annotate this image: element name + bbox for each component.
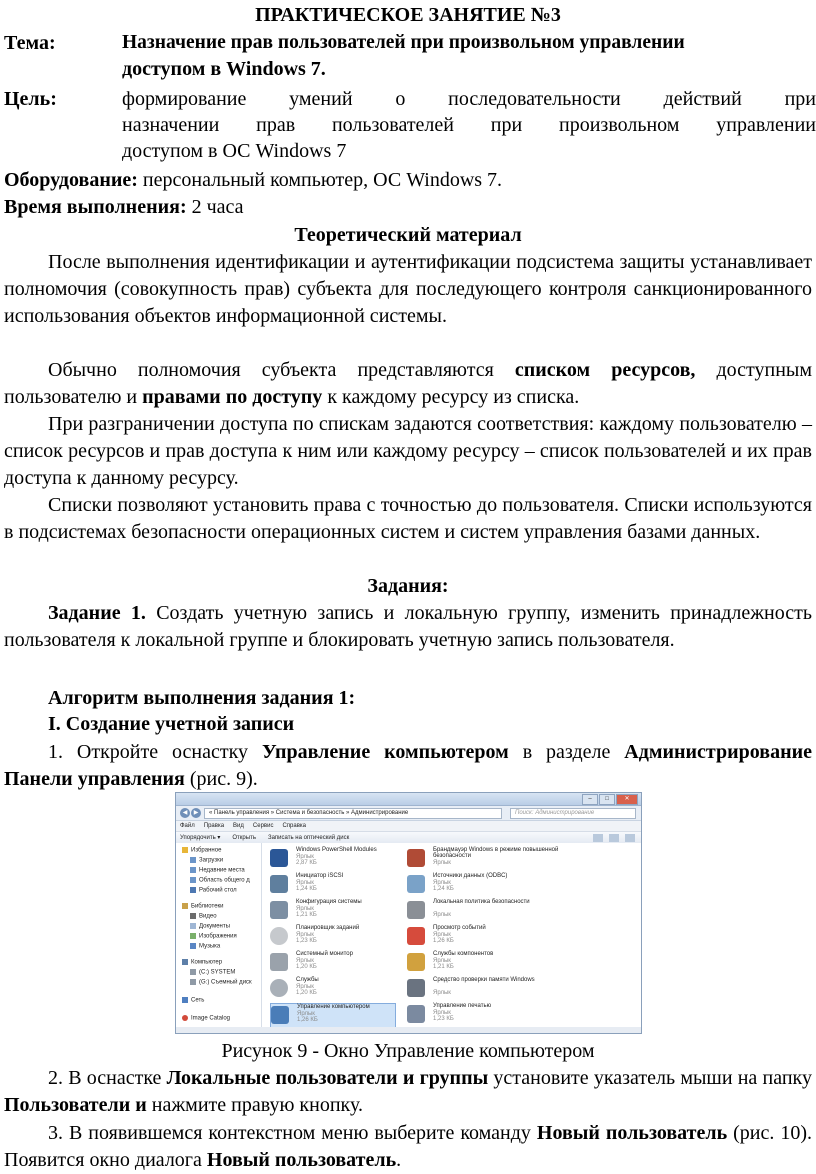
view-options-icon[interactable] xyxy=(593,834,603,842)
list-item[interactable]: Источники данных (ODBC) Ярлык 1,24 КБ xyxy=(407,873,587,897)
topic-line-1: Назначение прав пользователей при произвольном управлении xyxy=(122,32,685,53)
menu-view[interactable]: Вид xyxy=(233,823,244,829)
goal-value xyxy=(122,86,816,164)
list-item[interactable]: Конфигурация системы Ярлык 1,21 КБ xyxy=(270,899,450,923)
scheduler-icon xyxy=(270,927,288,945)
goal-line-1: формирование умений о последовательности действий при xyxy=(122,88,816,110)
step-3-c: (рис. 10). Появится окно диалога xyxy=(4,1122,812,1171)
list-item[interactable]: Брандмауэр Windows в режиме повышенной безопасности Ярлык xyxy=(407,847,577,871)
document-icon xyxy=(190,923,196,929)
maximize-icon[interactable]: □ xyxy=(599,794,615,805)
step-1-control-panel: Администрирование Панели управления xyxy=(4,741,812,790)
step-1-a: 1. Откройте оснастку xyxy=(48,741,262,763)
step-2-c: установите указатель мыши на папку xyxy=(488,1067,812,1089)
monitor-icon xyxy=(270,953,288,971)
powershell-icon xyxy=(270,849,288,867)
paragraph-3: При разграничении доступа по спискам задаются соответствия: каждому пользователю – список ресурсов и прав доступа к ним или каждому ресурсу – список пользователей и их прав доступа к данному ресурсу. xyxy=(4,413,812,489)
folder-icon xyxy=(190,867,196,873)
step-1-snapin: Управление компьютером xyxy=(261,741,509,763)
drive-icon xyxy=(190,979,196,985)
desktop-icon xyxy=(190,887,196,893)
tasks-heading: Задания: xyxy=(367,575,449,597)
p2-part-a: Обычно полномочия субъекта представляются xyxy=(48,359,515,381)
task-1 xyxy=(4,600,812,654)
nav-image-catalog[interactable]: Image Catalog xyxy=(182,1015,230,1022)
list-item[interactable]: Планировщик заданий Ярлык 1,23 КБ xyxy=(270,925,450,949)
nav-libraries[interactable]: Библиотеки xyxy=(182,903,224,910)
doc-title: ПРАКТИЧЕСКОЕ ЗАНЯТИЕ №3 xyxy=(255,4,561,26)
list-item[interactable]: Локальная политика безопасности Ярлык xyxy=(407,899,587,923)
close-icon[interactable]: ✕ xyxy=(616,794,638,805)
goal-line-2: назначении прав пользователей при произвольном управлении xyxy=(122,114,816,136)
component-services-icon xyxy=(407,953,425,971)
library-icon xyxy=(182,903,188,909)
p2-resources-list: списком ресурсов, xyxy=(514,359,696,381)
back-icon[interactable]: ◀ xyxy=(180,808,190,818)
goal-line-3: доступом в ОС Windows 7 xyxy=(122,140,347,162)
step-2 xyxy=(4,1065,812,1119)
task-1-text: Создать учетную запись и локальную группу, изменить принадлежность пользователя к локальной группе и блокировать учетную запись пользователя. xyxy=(4,602,812,651)
minimize-icon[interactable]: – xyxy=(582,794,598,805)
step-2-folder: Пользователи и xyxy=(4,1094,147,1116)
drive-icon xyxy=(190,969,196,975)
menu-tools[interactable]: Сервис xyxy=(252,823,274,829)
task-1-label: Задание 1. xyxy=(48,602,146,624)
p2-part-c: доступным пользователю и xyxy=(4,359,812,408)
list-item[interactable]: Службы компонентов Ярлык 1,21 КБ xyxy=(407,951,587,975)
security-policy-icon xyxy=(407,901,425,919)
nav-computer[interactable]: Компьютер xyxy=(182,959,222,966)
menu-bar xyxy=(176,821,641,832)
menu-edit[interactable]: Правка xyxy=(203,823,225,829)
folder-icon xyxy=(190,857,196,863)
help-icon[interactable] xyxy=(625,834,635,842)
nav-downloads[interactable]: Загрузки xyxy=(190,857,223,864)
p2-access-rights: правами по доступу xyxy=(142,386,323,408)
list-item[interactable]: Системный монитор Ярлык 1,20 КБ xyxy=(270,951,450,975)
picture-icon xyxy=(190,933,196,939)
step-3-e: . xyxy=(396,1149,402,1171)
list-item[interactable]: Windows PowerShell Modules Ярлык 2,87 КБ xyxy=(270,847,450,871)
computer-management-icon xyxy=(271,1006,289,1024)
window-buttons xyxy=(582,794,638,805)
list-item[interactable]: Просмотр событий Ярлык 1,26 КБ xyxy=(407,925,587,949)
event-viewer-icon xyxy=(407,927,425,945)
step-2-snapin: Локальные пользователи и группы xyxy=(166,1067,489,1089)
menu-file[interactable]: Файл xyxy=(180,823,195,829)
burn-button[interactable]: Записать на оптический диск xyxy=(267,835,350,841)
topic-line-2: доступом в Windows 7. xyxy=(122,58,326,80)
folder-icon xyxy=(190,877,196,883)
catalog-icon xyxy=(182,1015,188,1021)
figure-9-screenshot xyxy=(175,792,642,1034)
topic-value xyxy=(122,30,816,82)
navigation-pane xyxy=(176,843,262,1033)
step-2-a: 2. В оснастке xyxy=(48,1067,167,1089)
step-3-a: 3. В появившемся контекстном меню выберите команду xyxy=(48,1122,537,1144)
topic-label: Тема: xyxy=(4,32,56,54)
goal-label: Цель: xyxy=(4,88,57,110)
time-label: Время выполнения: xyxy=(4,196,187,218)
list-item-selected[interactable]: Управление компьютером Ярлык 1,26 КБ xyxy=(270,1003,396,1029)
services-icon xyxy=(270,979,288,997)
memory-diagnostic-icon xyxy=(407,979,425,997)
computer-icon xyxy=(182,959,188,965)
paragraph-4: Списки позволяют установить права с точностью до пользователя. Списки используются в подсистемах безопасности операционных систем и систем управления базами данных. xyxy=(4,494,812,543)
status-bar xyxy=(176,1027,641,1033)
firewall-icon xyxy=(407,849,425,867)
section-1-heading: I. Создание учетной записи xyxy=(48,713,295,735)
nav-pictures[interactable]: Изображения xyxy=(190,933,237,940)
file-list xyxy=(262,843,641,1033)
paragraph-1: После выполнения идентификации и аутентификации подсистема защиты устанавливает полномочия (совокупность прав) субъекта для последующего контроля санкционированного использования объектов информационной системы. xyxy=(4,251,812,327)
step-1 xyxy=(4,739,812,793)
step-2-e: нажмите правую кнопку. xyxy=(146,1094,363,1116)
algorithm-heading: Алгоритм выполнения задания 1: xyxy=(48,687,356,709)
nav-desktop[interactable]: Рабочий стол xyxy=(190,887,237,894)
p2-part-e: к каждому ресурсу из списка. xyxy=(322,386,580,408)
address-field[interactable]: « Панель управления » Система и безопасность » Администрирование xyxy=(204,808,502,819)
nav-recent[interactable]: Недавние места xyxy=(190,867,245,874)
network-icon xyxy=(182,997,188,1003)
music-icon xyxy=(190,943,196,949)
search-input[interactable]: Поиск: Администрирование xyxy=(510,808,636,819)
nav-drive-c[interactable]: (C:) SYSTEM xyxy=(190,969,235,976)
preview-pane-icon[interactable] xyxy=(609,834,619,842)
step-3 xyxy=(4,1120,812,1174)
time-value: 2 часа xyxy=(191,196,244,218)
organize-button[interactable]: Упорядочить ▾ xyxy=(180,835,221,841)
print-management-icon xyxy=(407,1005,425,1023)
forward-icon[interactable]: ▶ xyxy=(191,808,201,818)
goal-row xyxy=(4,86,816,166)
step-3-command: Новый пользователь xyxy=(536,1122,728,1144)
nav-documents[interactable]: Документы xyxy=(190,923,230,930)
step-1-e: (рис. 9). xyxy=(184,768,258,790)
figure-caption: Рисунок 9 - Окно Управление компьютером xyxy=(221,1040,595,1062)
star-icon xyxy=(182,847,188,853)
nav-drive-g[interactable]: (G:) Съемный диск xyxy=(190,979,252,986)
nav-favorites[interactable]: Избранное xyxy=(182,847,221,854)
video-icon xyxy=(190,913,196,919)
equipment-row xyxy=(4,167,812,193)
list-item[interactable]: Средство проверки памяти Windows Ярлык xyxy=(407,977,587,1001)
paragraph-2 xyxy=(4,357,812,411)
theory-heading: Теоретический материал xyxy=(294,224,522,246)
topic-row xyxy=(4,30,812,84)
step-3-dialog: Новый пользователь xyxy=(206,1149,397,1171)
list-item[interactable]: Инициатор iSCSI Ярлык 1,24 КБ xyxy=(270,873,450,897)
equipment-label: Оборудование: xyxy=(4,169,138,191)
window-titlebar xyxy=(176,793,641,806)
address-bar xyxy=(176,806,641,821)
open-button[interactable]: Открыть xyxy=(232,835,256,841)
msconfig-icon xyxy=(270,901,288,919)
nav-music[interactable]: Музыка xyxy=(190,943,220,950)
nav-shared[interactable]: Область общего д xyxy=(190,877,250,884)
view-tools xyxy=(593,834,635,842)
step-1-c: в разделе xyxy=(508,741,625,763)
time-row xyxy=(4,194,812,220)
iscsi-icon xyxy=(270,875,288,893)
odbc-icon xyxy=(407,875,425,893)
list-item[interactable]: Управление печатью Ярлык 1,23 КБ xyxy=(407,1003,587,1027)
equipment-value: персональный компьютер, ОС Windows 7. xyxy=(142,169,503,191)
menu-help[interactable]: Справка xyxy=(282,823,306,829)
nav-network[interactable]: Сеть xyxy=(182,997,204,1004)
list-item[interactable]: Службы Ярлык 1,20 КБ xyxy=(270,977,450,1001)
nav-video[interactable]: Видео xyxy=(190,913,217,920)
